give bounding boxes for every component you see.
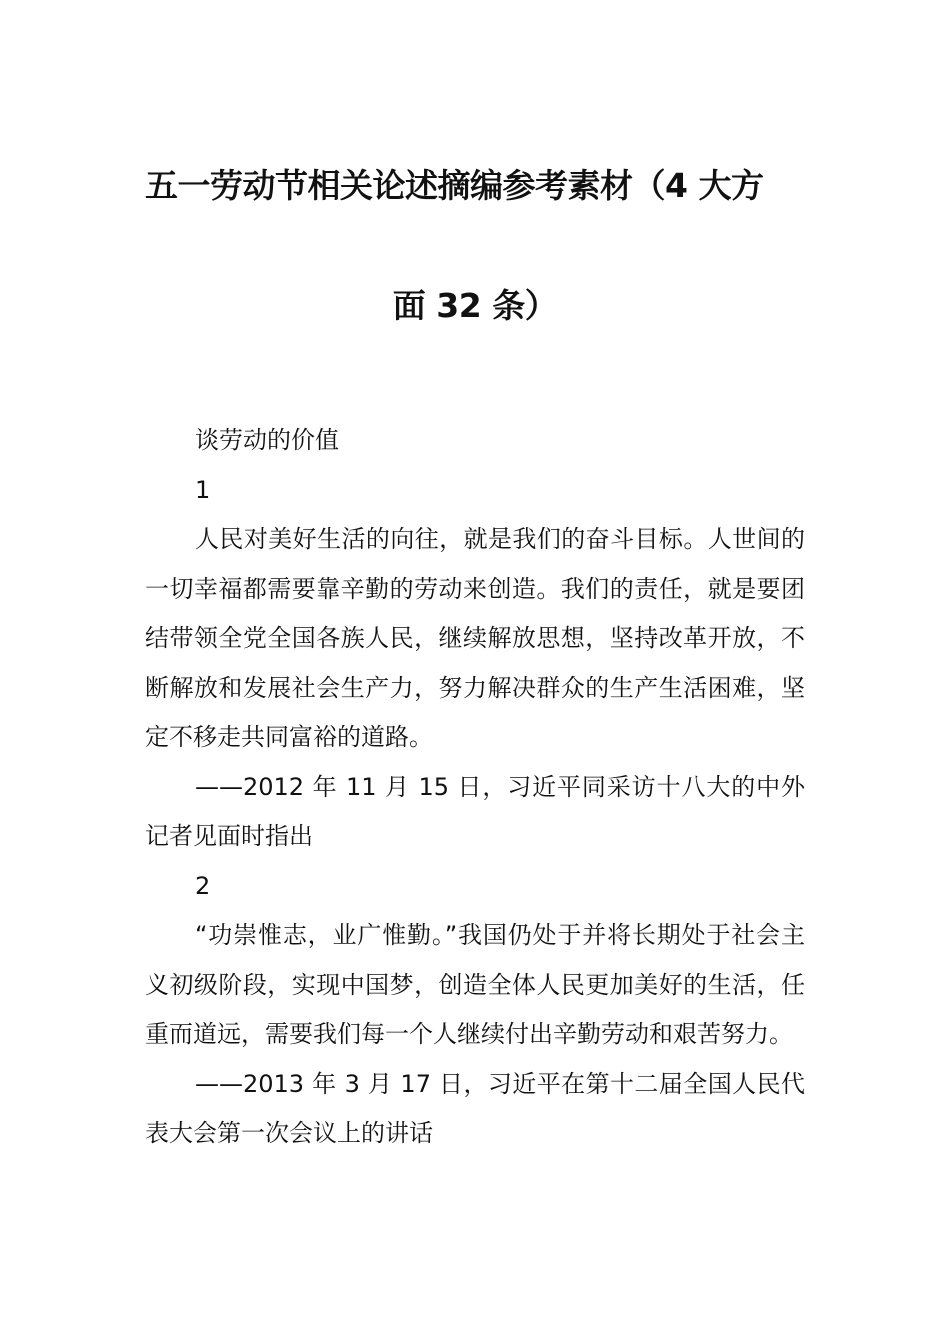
quote-paragraph: “功崇惟志，业广惟勤。”我国仍处于并将长期处于社会主义初级阶段，实现中国梦，创造全体人民更加美好的生活，任重而道远，需要我们每一个人继续付出辛勤劳动和艰苦努力。 [145, 921, 805, 1048]
document-title-line-2: 面 32 条） [392, 286, 558, 325]
document-body [145, 416, 805, 1159]
item-number: 2 [195, 871, 211, 900]
quote-source: ——2012 年 11 月 15 日，习近平同采访十八大的中外记者见面时指出 [145, 772, 805, 850]
section-heading: 谈劳动的价值 [195, 426, 339, 454]
quote-paragraph: 人民对美好生活的向往，就是我们的奋斗目标。人世间的一切幸福都需要靠辛勤的劳动来创造。我们的责任，就是要团结带领全党全国各族人民，继续解放思想，坚持改革开放，不断解放和发展社会生产力，努力解决群众的生产生活困难，坚定不移走共同富裕的道路。 [145, 525, 805, 751]
document-title-line-1: 五一劳动节相关论述摘编参考素材（4 大方 [145, 166, 764, 205]
item-number: 1 [195, 475, 211, 504]
quote-source: ——2013 年 3 月 17 日，习近平在第十二届全国人民代表大会第一次会议上的讲话 [145, 1069, 805, 1147]
